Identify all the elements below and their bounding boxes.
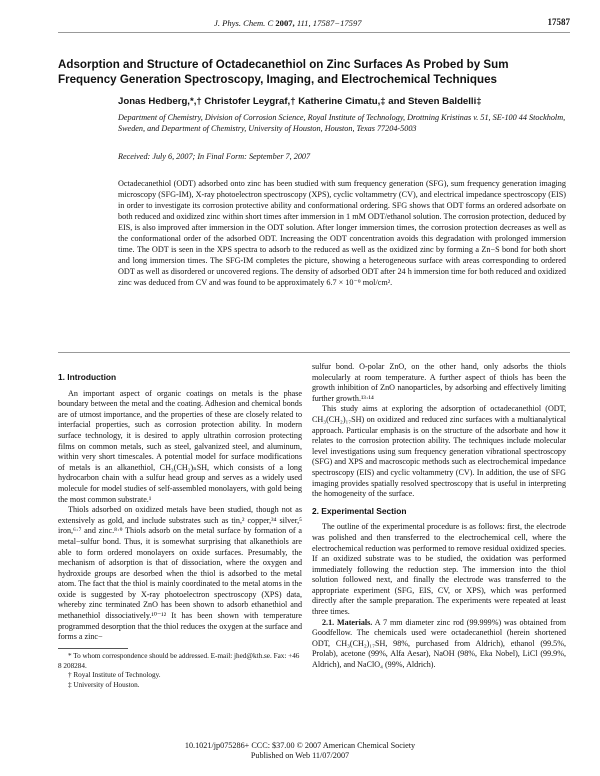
paper-title: Adsorption and Structure of Octadecanethiol on Zinc Surfaces As Probed by Sum Frequency Generation Spectroscopy, Imaging, and Electrochemical Techniques [58, 58, 509, 86]
intro-paragraph-continued: sulfur bond. O-polar ZnO, on the other hand, only adsorbs the thiols molecularly at room temperature. A further aspect of thiols has been the growth inhibition of ZnO nanoparticles, by adsorbing and effectively limiting further growth.¹³·¹⁴ [312, 362, 566, 403]
journal-pages: 17587−17597 [312, 18, 362, 28]
materials-text: A 7 mm diameter zinc rod (99.999%) was obtained from Goodfellow. The chemicals used were octadecanethiol (herein shortened ODT, CH₃(CH₂)₁₇SH, 98%, purchased from Aldrich), ethanol (99.5%, Prolab), acetone (99%, Alfa Aesar), NaOH (98%, Eka Nobel), LiCl (99.9%, Aldrich), and NaClO₄ (99%, Aldrich). [312, 617, 567, 670]
footnotes [58, 652, 302, 690]
section-heading-introduction: 1. Introduction [58, 372, 117, 382]
affiliations: Department of Chemistry, Division of Corrosion Science, Royal Institute of Technology, Drottning Kristinas v. 51, SE-100 44 Stockholm, Sweden, and Department of Chemistry, University of Houston, Houston, Texas 77204-5003 [118, 113, 566, 133]
received-dates: Received: July 6, 2007; In Final Form: September 7, 2007 [118, 152, 311, 161]
section-heading-experimental: 2. Experimental Section [312, 505, 407, 516]
footnote-houston: ‡ University of Houston. [68, 680, 140, 689]
journal-year: 2007, [275, 18, 295, 28]
intro-paragraph-1: An important aspect of organic coatings on metals is the phase boundary between the metal and the coating. Adhesion and chemical bonds are of utmost importance, and the properties of these are closely related to interfacial properties, such as corrosion protection ability. In modern surface technology, it is desired to apply ultrathin corrosion protecting films on common metals, such as steel, galvanized steel, and aluminum, within very short timescales. A potential model for surface modifications of metals is an alkanethiol, CH₃(CH₂)ₙSH, which consists of a long hydrocarbon chain with a sulfur head group and serves as a widely used molecule for model studies of self-assembled monolayers, with gold being the most common substrate.¹ [58, 388, 302, 504]
right-column [312, 362, 566, 671]
page-number: 17587 [547, 17, 570, 27]
footnote-correspondence: * To whom correspondence should be addressed. E-mail: jhed@kth.se. Fax: +46 8 208284. [58, 652, 300, 670]
intro-paragraph-study: This study aims at exploring the adsorption of octadecanethiol (ODT, CH₃(CH₂)₁₇SH) on oxidized and reduced zinc surfaces with a multianalytical approach. Particular emphasis is on the structure of the adsorbate and how it relates to the corrosion protection ability. The techniques include molecular level investigations using sum frequency generation vibrational spectroscopy (SFG) and XPS and macroscopic methods such as electrochemical impedance spectroscopy (EIS) and cyclic voltammetry (CV). In addition, the use of SFG imaging provides spatially resolved spectroscopy that is useful in interpreting the homogeneity of the surface. [312, 404, 566, 499]
header-divider [58, 32, 570, 33]
left-column [58, 372, 302, 643]
publication-date: Published on Web 11/07/2007 [250, 751, 350, 760]
abstract-divider [58, 352, 570, 353]
doi-line: 10.1021/jp075286+ CCC: $37.00 © 2007 American Chemical Society [184, 741, 416, 750]
subsection-heading-materials: 2.1. Materials. [322, 617, 373, 627]
footnote-kth: † Royal Institute of Technology. [68, 671, 161, 680]
intro-paragraph-2: Thiols adsorbed on oxidized metals have been studied, though not as extensively as gold, and include substrates such as tin,² copper,³⁴ silver,⁵ iron,⁶·⁷ and zinc.⁸·⁹ Thiols adsorb on the metal surface by formation of a metal−sulfur bond. Thus, it is somewhat surprising that alkanethiols are able to form ordered monolayers on oxide surfaces. Presumably, the mechanism of adsorption is that of dissociation, where the oxygen and hydroxide groups are desorbed when the thiol is adsorbed to the metal atom. The fact that the thiol is mainly coordinated to the metal atoms in the oxide is suggested by X-ray photoelectron spectroscopy (XPS) data, whereby zinc terminated ZnO has been shown to adsorb ethanethiol and methanethiol dissociatively.¹⁰⁻¹² It has been shown with temperature programmed desorption that the thiol reduces the oxygen at the surface and forms a zinc− [58, 505, 302, 642]
materials-paragraph [312, 618, 566, 671]
journal-name: J. Phys. Chem. C [214, 18, 274, 28]
author-list: Jonas Hedberg,*,† Christofer Leygraf,† Katherine Cimatu,‡ and Steven Baldelli‡ [118, 96, 482, 107]
experimental-outline: The outline of the experimental procedure is as follows: first, the electrode was polished and then transferred to the electrochemical cell, where the electrochemical reduction was performed to remove residual oxidized species. If an oxidized substrate was to be studied, the oxidation was performed immediately following the reduction step. The immersion into the thiol solution followed next, and finally the electrode was transferred to the appropriate experiment (SFG, EIS, CV, or XPS), which was performed directly after the sample preparation. The experiments were repeated at least three times. [312, 522, 566, 617]
footnote-divider [58, 648, 128, 649]
abstract: Octadecanethiol (ODT) adsorbed onto zinc has been studied with sum frequency generation (SFG), sum frequency generation imaging microscopy (SFG-IM), X-ray photoelectron spectroscopy (XPS), cyclic voltammetry (CV), and electrical impedance spectroscopy (EIS) in order to investigate its corrosion protective ability and conformational ordering. SFG shows that ODT forms an ordered adsorbate on both reduced and oxidized zinc within short times after immersion in 1 mM ODT/ethanol solution. The corrosion protection, deduced by EIS, is also improved after immersion in the ODT solution. After longer immersion times, the corrosion protection decreases as well as the conformational order of the adsorbed ODT. Increasing the ODT concentration avoids this degradation with prolonged immersion time. The ODT is seen in the XPS spectra to adsorb to the reduced as well as the oxidized zinc by forming a Zn−S bond for both short and long immersion times. The SFG-IM completes the picture, showing a heterogeneous surface with areas corresponding to ordered ODT as well as disordered or uncovered regions. The density of adsorbed ODT after 24 h immersion time for both reduced and oxidized zinc was deduced from CV and was found to be approximately 6.7 × 10⁻⁹ mol/cm². [118, 179, 567, 287]
running-header [214, 18, 362, 28]
journal-volume: 111, [296, 18, 311, 28]
